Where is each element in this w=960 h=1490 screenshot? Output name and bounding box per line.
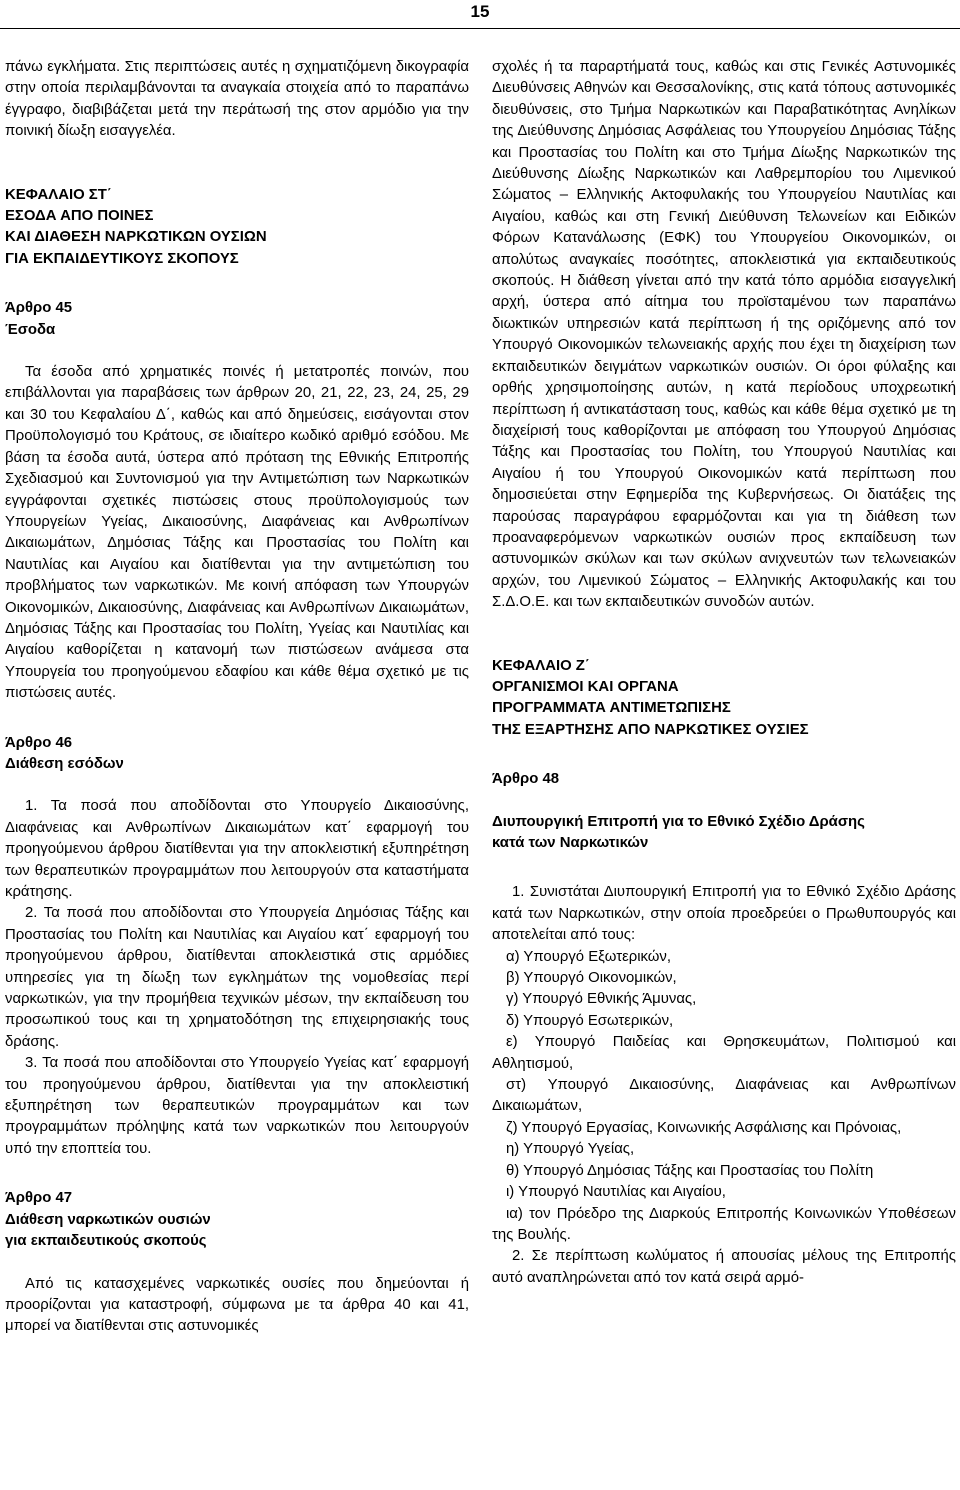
article-47-continuation: σχολές ή τα παραρτήματά τους, καθώς και στις Γενικές Αστυνομικές Διευθύνσεις Αθηνών και Θεσσαλονίκης, στις κατά τόπους αστυνομικές διευθύνσεις, στο Τμήμα Ναρκωτικών και Παραβατικότητας Ανηλίκων της Διεύθυνσης Δημόσιας Ασφάλειας του Υπουργείου Δημόσιας Τάξης και Προστασίας του Πολίτη και στο Τμήμα Δίωξης Ναρκωτικών της Διεύθυνσης Δίωξης Ναρκωτικών και Λαθρεμπορίου του Λιμενικού Σώματος – Ελληνικής Ακτοφυλακής του Υπουργείου Ναυτιλίας και Αιγαίου, καθώς και στη Γενική Διεύθυνση Τελωνείων και Ειδικών Φόρων Κατανάλωσης (ΕΦΚ) του Υπουργείου Οικονομικών, οι απολύτως αναγκαίες ποσότητες, αποκλειστικά για εκπαιδευτικούς σκοπούς. Η διάθεση γίνεται από την κατά τόπο αρμόδια εισαγγελική αρχή, ύστερα από αίτημα του προϊσταμένου των παραπάνω διωκτικών υπηρεσιών κατά περίπτωση ή της οριζόμενης από τον Υπουργό Οικονομικών τελωνειακής αρχής που έχει τη διαχείριση των εκπαιδευτικών δειγμάτων ναρκωτικών ουσιών. Οι όροι φύλαξης και ορθής χρησιμοποίησης αυτών, η κατά περίοδους υποχρεωτική περίπτωση ή αντικατάσταση τους, καθώς και κάθε θέμα σχετικό με τη διαχείρισή τους καθορίζονται με απόφαση του Υπουργού Δημόσιας Τάξης και Προστασίας του Πολίτη, του Υπουργού Ναυτιλίας και Αιγαίου ή του Υπουργού Οικονομικών κατά περίπτωση που δημοσιεύεται στην Εφημερίδα της Κυβερνήσεως. Οι διατάξεις της παρούσας παραγράφου εφαρμόζονται και για τη διάθεση των προαναφερόμενων ναρκωτικών ουσιών προς εκπαίδευση των αστυνομικών σκύλων και των σκύλων ανιχνευτών των τελωνειακών αρχών, του Λιμενικού Σώματος – Ελληνικής Ακτοφυλακής και του Σ.Δ.Ο.Ε. και των εκπαιδευτικών συνοδών αυτών. (492, 59, 956, 611)
header-divider (0, 28, 960, 29)
article-46-number: Άρθρο 46 (5, 734, 73, 751)
list-item: στ) Υπουργό Δικαιοσύνης, Διαφάνειας και Ανθρωπίνων Δικαιωμάτων, (492, 1077, 956, 1115)
chapter-subtitle-line3: ΓΙΑ ΕΚΠΑΙΔΕΥΤΙΚΟΥΣ ΣΚΟΠΟΥΣ (5, 250, 239, 267)
article-45-number: Άρθρο 45 (5, 300, 73, 317)
intro-paragraph: πάνω εγκλήματα. Στις περιπτώσεις αυτές η σχηματιζόμενη δικογραφία στην οποία περιλαμβάνονται τα αναγκαία στοιχεία από το παραπάνω έγγραφο, διαβιβάζεται μετά την περάτωσή της στον αρμόδιο για την ποινική δίωξη εισαγγελέα. (5, 59, 469, 140)
article-48-paragraph-2: 2. Σε περίπτωση κωλύματος ή απουσίας μέλους της Επιτροπής αυτό αναπληρώνεται από τον κατά σειρά αρμό- (492, 1248, 956, 1286)
list-item: β) Υπουργό Οικονομικών, (506, 970, 677, 987)
article-47-title-line2: για εκπαιδευτικούς σκοπούς (5, 1233, 207, 1250)
chapter-z-subtitle-line3: ΤΗΣ ΕΞΑΡΤΗΣΗΣ ΑΠΟ ΝΑΡΚΩΤΙΚΕΣ ΟΥΣΙΕΣ (492, 721, 809, 738)
chapter-z-title: ΚΕΦΑΛΑΙΟ Ζ΄ (492, 657, 590, 674)
article-46-paragraph-1: 1. Τα ποσά που αποδίδονται στο Υπουργείο Δικαιοσύνης, Διαφάνειας και Ανθρωπίνων Δικαιωμάτων κατ΄ εφαρμογή του προηγούμενου άρθρου διατίθενται για την αποκλειστική εξυπηρέτηση των θεραπευτικών προγραμμάτων που λειτουργούν στα καταστήματα κράτησης. (5, 798, 469, 900)
article-48-title-line1: Διυπουργική Επιτροπή για το Εθνικό Σχέδιο Δράσης (492, 813, 865, 830)
chapter-z-subtitle-line2: ΠΡΟΓΡΑΜΜΑΤΑ ΑΝΤΙΜΕΤΩΠΙΣΗΣ (492, 700, 731, 717)
list-item: η) Υπουργό Υγείας, (506, 1141, 635, 1158)
article-46-paragraph-3: 3. Τα ποσά που αποδίδονται στο Υπουργείο Υγείας κατ΄ εφαρμογή του προηγούμενου άρθρου, διατίθενται για την αποκλειστική εξυπηρέτηση των θεραπευτικών προγραμμάτων και των προγραμμάτων πρόληψης κατά των ναρκωτικών που λειτουργούν υπό την εποπτεία του. (5, 1055, 469, 1157)
right-column (492, 57, 956, 1289)
page-number: 15 (470, 2, 490, 21)
article-48-title-line2: κατά των Ναρκωτικών (492, 835, 649, 851)
left-column (5, 57, 469, 1338)
list-item: ια) τον Πρόεδρο της Διαρκούς Επιτροπής Κοινωνικών Υποθέσεων της Βουλής. (492, 1205, 956, 1243)
chapter-subtitle-line1: ΕΣΟΔΑ ΑΠΟ ΠΟΙΝΕΣ (5, 208, 154, 225)
chapter-subtitle-line2: ΚΑΙ ΔΙΑΘΕΣΗ ΝΑΡΚΩΤΙΚΩΝ ΟΥΣΙΩΝ (5, 229, 267, 246)
article-47-title-line1: Διάθεση ναρκωτικών ουσιών (5, 1211, 211, 1228)
chapter-title: ΚΕΦΑΛΑΙΟ ΣΤ΄ (5, 186, 112, 203)
article-46-paragraph-2: 2. Τα ποσά που αποδίδονται στο Υπουργεία Δημόσιας Τάξης και Προστασίας του Πολίτη και Ναυτιλίας και Αιγαίου κατ΄ εφαρμογή του προηγούμενου άρθρου, διατίθενται αποκλειστικά στις αρμόδιες υπηρεσίες για τη δίωξη των εγκλημάτων της νομοθεσίας περί ναρκωτικών, για την προμήθεια τεχνικών μέσων, την εκπαίδευση του προσωπικού τους και τη χρηματοδότηση της επιχειρησιακής τους δράσης. (5, 905, 469, 1050)
article-47-text: Από τις κατασχεμένες ναρκωτικές ουσίες που δημεύονται ή προορίζονται για καταστροφή, σύμφωνα με τα άρθρα 40 και 41, μπορεί να διατίθενται στις αστυνομικές (5, 1275, 469, 1335)
article-45-text: Τα έσοδα από χρηματικές ποινές ή μετατροπές ποινών, που επιβάλλονται για παραβάσεις των άρθρων 20, 21, 22, 23, 24, 25, 29 και 30 του Κεφαλαίου Δ΄, καθώς και από δημεύσεις, εισάγονται στον Προϋπολογισμό του Κράτους, σε ιδιαίτερο κωδικό αριθμό εσόδου. Με βάση τα έσοδα αυτά, ύστερα από πρόταση της Εθνικής Επιτροπής Σχεδιασμού και Συντονισμού για την Αντιμετώπιση των Ναρκωτικών εγγράφονται σχετικές πιστώσεις στους προϋπολογισμούς των Υπουργείων Υγείας, Δικαιοσύνης, Διαφάνειας και Ανθρωπίνων Δικαιωμάτων, Δημόσιας Τάξης και Προστασίας του Πολίτη και Ναυτιλίας και Αιγαίου και διατίθενται για την αντιμετώπιση του προβλήματος των ναρκωτικών. Με κοινή απόφαση των Υπουργών Οικονομικών, Δικαιοσύνης, Διαφάνειας και Ανθρωπίνων Δικαιωμάτων, Δημόσιας Τάξης και Προστασίας του Πολίτη, Υγείας και Ναυτιλίας και Αιγαίου καθορίζεται η κατανομή των πιστώσεων ανάμεσα στα Υπουργεία του προηγούμενου εδαφίου και κάθε θέμα σχετικό με τις πιστώσεις αυτές. (5, 364, 469, 702)
list-item: α) Υπουργό Εξωτερικών, (506, 948, 671, 965)
list-item: γ) Υπουργό Εθνικής Άμυνας, (506, 991, 697, 1008)
article-48-number: Άρθρο 48 (492, 771, 560, 788)
list-item: δ) Υπουργό Εσωτερικών, (506, 1012, 674, 1029)
article-48-paragraph-1: 1. Συνιστάται Διυπουργική Επιτροπή για το Εθνικό Σχέδιο Δράσης κατά των Ναρκωτικών, στην οποία προεδρεύει ο Πρωθυπουργός και αποτελείται από τους: (492, 884, 956, 944)
article-45-title: Έσοδα (5, 321, 56, 338)
article-46-title: Διάθεση εσόδων (5, 755, 124, 772)
list-item: ζ) Υπουργό Εργασίας, Κοινωνικής Ασφάλισης και Πρόνοιας, (506, 1119, 902, 1136)
chapter-z-subtitle-line1: ΟΡΓΑΝΙΣΜΟΙ ΚΑΙ ΟΡΓΑΝΑ (492, 678, 679, 695)
list-item: θ) Υπουργό Δημόσιας Τάξης και Προστασίας του Πολίτη (506, 1162, 874, 1179)
list-item: ε) Υπουργό Παιδείας και Θρησκευμάτων, Πολιτισμού και Αθλητισμού, (492, 1034, 956, 1072)
list-item: ι) Υπουργό Ναυτιλίας και Αιγαίου, (506, 1184, 726, 1201)
article-47-number: Άρθρο 47 (5, 1190, 73, 1207)
